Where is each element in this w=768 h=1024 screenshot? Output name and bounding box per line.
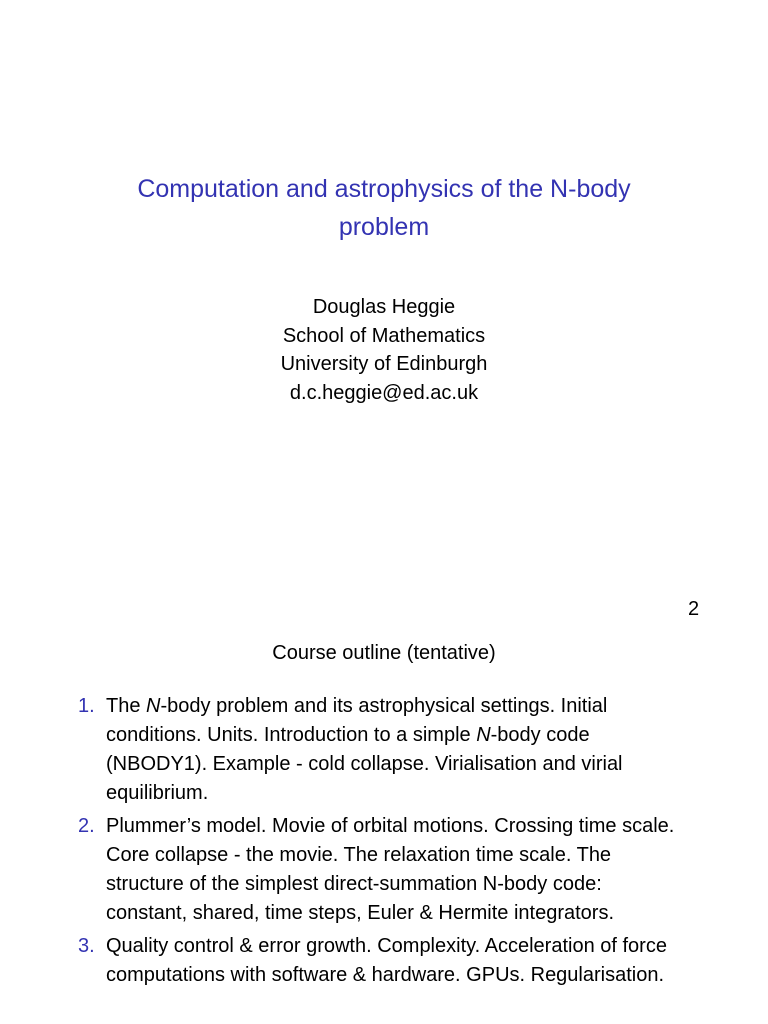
item-text-part: -body problem and its astrophysical settings. Initial conditions. Units. Introduction to a simple	[106, 695, 608, 746]
author-block	[184, 293, 584, 408]
item-text-italic: N	[146, 695, 161, 717]
item-number: 3.	[78, 935, 95, 957]
author-university: University of Edinburgh	[280, 353, 488, 376]
item-text	[106, 692, 678, 808]
item-text-part: -body code (NBODY1). Example - cold collapse. Virialisation and virial equilibrium.	[106, 724, 623, 804]
outline-item-1	[78, 692, 678, 808]
outline-item-3	[78, 932, 678, 990]
page-number: 2	[688, 598, 700, 620]
slide-title-line-2: problem	[338, 213, 430, 241]
item-text-italic: N	[476, 724, 491, 746]
outline-list	[78, 692, 678, 994]
author-department: School of Mathematics	[282, 324, 486, 347]
item-text-part: The	[106, 695, 147, 717]
outline-item-2	[78, 812, 678, 928]
slide-title-line-1: Computation and astrophysics of the N-body	[137, 175, 631, 203]
item-text: Quality control & error growth. Complexity. Acceleration of force computations with software & hardware. GPUs. Regularisation.	[106, 935, 667, 986]
slide-title	[84, 170, 684, 246]
item-number: 1.	[78, 695, 95, 717]
item-number: 2.	[78, 815, 95, 837]
author-name: Douglas Heggie	[312, 296, 456, 318]
author-email: d.c.heggie@ed.ac.uk	[289, 382, 479, 405]
item-text: Plummer’s model. Movie of orbital motions. Crossing time scale. Core collapse - the movie. The relaxation time scale. The structure of the simplest direct-summation N-body code: constant, shared, time steps, Euler & Hermite integrators.	[106, 815, 675, 924]
section-heading: Course outline (tentative)	[272, 642, 496, 664]
